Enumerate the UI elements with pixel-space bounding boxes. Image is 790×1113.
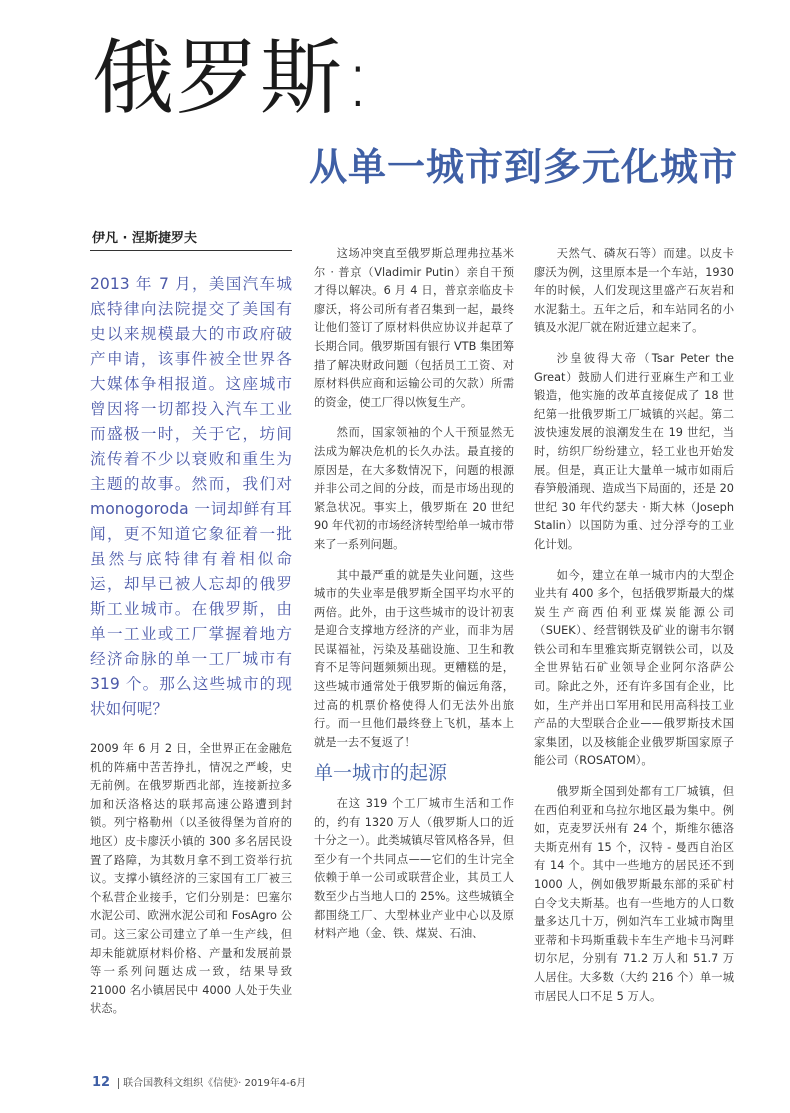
column-3 (534, 245, 734, 1018)
lead-paragraph: 2013 年 7 月，美国汽车城底特律向法院提交了美国有史以来规模最大的市政府破产申请，该事件被全世界各大媒体争相报道。这座城市曾因将一切都投入汽车工业而盛极一时，关于它，坊间流传着不少以衰败和重生为主题的故事。然而，我们对 monogoroda 一词却鲜有耳闻，更不知道它象征着一批虽然与底特律有着相似命运，却早已被人忘却的俄罗斯工业城市。在俄罗斯，由单一工业或工厂掌握着地方经济命脉的单一工厂城市有 319 个。那么这些城市的现状如何呢？ (90, 275, 292, 718)
body-paragraph: 然而，国家领袖的个人干预显然无法成为解决危机的长久办法。最直接的原因是，在大多数情况下，问题的根源并非公司之间的分歧，而是市场出现的紧急状况。事实上，俄罗斯在 20 世纪 90 年代初的市场经济转型给单一城市带来了一系列问题。 (314, 426, 514, 551)
body-paragraph: 如今，建立在单一城市内的大型企业共有 400 多个，包括俄罗斯最大的煤炭生产商西伯利亚煤炭能源公司（SUEK）、经营钢铁及矿业的谢韦尔钢铁公司和车里雅宾斯克钢铁公司，以及全世界钻石矿业领导企业阿尔洛萨公司。除此之外，还有许多国有企业，比如，生产并出口军用和民用高科技工业产品的大型联合企业——俄罗斯技术国家集团，以及核能企业俄罗斯国家原子能公司（ROSATOM）。 (534, 568, 734, 768)
body-paragraph: 2009 年 6 月 2 日，全世界正在金融危机的阵痛中苦苦挣扎，情况之严峻，史无前例。在俄罗斯西北部，连接新拉多加和沃洛格达的联邦高速公路遭到封锁。列宁格勒州（以圣彼得堡为首府的地区）皮卡廖沃小镇的 300 多名居民设置了路障，为其数月拿不到工资举行抗议。支撑小镇经济的三家国有工厂被三个私营企业接手，它们分别是：巴塞尔水泥公司、欧洲水泥公司和 FosAgro 公司。这三家公司建立了单一生产线，但却未能就原材料价格、产量和发展前景等一系列问题达成一致，结果导致 21000 名小镇居民中 4000 人处于失业状态。 (90, 742, 292, 1016)
page-footer (92, 1074, 306, 1090)
author-byline: 伊凡 · 涅斯捷罗夫 (92, 231, 197, 246)
body-paragraph: 在这 319 个工厂城市生活和工作的，约有 1320 万人（俄罗斯人口的近十分之一）。此类城镇尽管风格各异，但至少有一个共同点——它们的生计完全依赖于单一公司或联营企业，其员工人数至少占当地人口的 25%。这些城镇全都围绕工厂、大型林业产业中心以及原材料产地（金、铁、煤炭、石油、 (314, 797, 514, 941)
body-paragraph: 俄罗斯全国到处都有工厂城镇，但在西伯利亚和乌拉尔地区最为集中。例如，克麦罗沃州有 24 个，斯维尔德洛夫斯克州有 15 个，汉特 - 曼西自治区有 14 个。其中一些地方的居民还不到 1000 人，例如俄罗斯最东部的采矿村白令戈夫斯基。也有一些地方的人口数量多达几十万，例如汽车工业城市陶里亚蒂和卡玛斯重载卡车生产地卡马河畔切尔尼，分别有 71.2 万人和 51.7 万人居住。大多数（大约 216 个）单一城市居民人口不足 5 万人。 (534, 785, 734, 1003)
column-2 (314, 245, 514, 956)
column-1 (90, 740, 292, 1031)
footer-divider (118, 1078, 119, 1089)
body-paragraph: 这场冲突直至俄罗斯总理弗拉基米尔 · 普京（Vladimir Putin）亲自干预才得以解决。6 月 4 日，普京亲临皮卡廖沃，将公司所有者召集到一起，最终让他们签订了原材料供应协议并起草了长期合同。俄罗斯国有银行 VTB 集团筹措了解决财政问题（包括员工工资、对原材料供应商和运输公司的欠款）所需的资金，使工厂得以恢复生产。 (314, 247, 514, 409)
author-divider (90, 250, 292, 251)
section-heading: 单一城市的起源 (314, 762, 448, 785)
page-subtitle: 从单一城市到多元化城市 (308, 145, 738, 189)
body-paragraph: 沙皇彼得大帝（Tsar Peter the Great）鼓励人们进行亚麻生产和工业锻造，他实施的改革直接促成了 18 世纪第一批俄罗斯工厂城镇的兴起。第二波快速发展的浪潮发生在 19 世纪，当时，纺织厂纷纷建立，轻工业也开始发展。但是，真正让大量单一城市如雨后春笋般涌现、造成当下局面的，还是 20 世纪 30 年代约瑟夫 · 斯大林（Joseph Stalin）以国防为重、过分浮夸的工业化计划。 (534, 351, 734, 551)
body-paragraph: 其中最严重的就是失业问题，这些城市的失业率是俄罗斯全国平均水平的两倍。此外，由于这些城市的设计初衷是迎合支撑地方经济的产业，而非为居民谋福祉，污染及基础设施、卫生和教育不足等问题频频出现。更糟糕的是，这些城市通常处于俄罗斯的偏远角落，过高的机票价格使得人们无法外出旅行。而一旦他们最终登上飞机，基本上就是一去不复返了！ (314, 568, 514, 749)
page-title: 俄罗斯: (92, 31, 374, 126)
page-number: 12 (92, 1075, 111, 1090)
body-paragraph: 天然气、磷灰石等）而建。以皮卡廖沃为例，这里原本是一个车站，1930 年的时候，人们发现这里盛产石灰岩和水泥黏土。五年之后，和车站同名的小镇及水泥厂就在附近建立起来了。 (534, 247, 734, 335)
footer-source: 联合国教科文组织《信使》· 2019年4-6月 (123, 1078, 307, 1089)
